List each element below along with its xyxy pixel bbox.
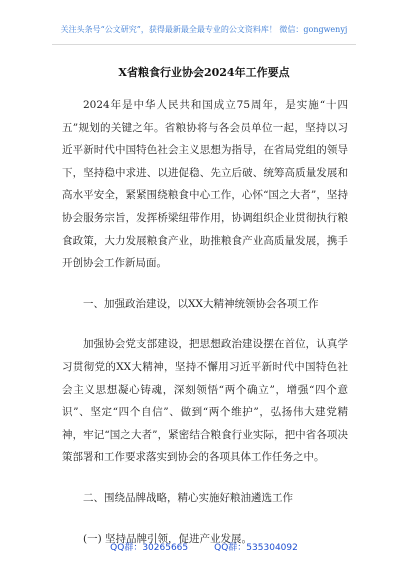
footer-qq-group-1: QQ群：30265665 (110, 543, 189, 553)
paragraph-spacer (62, 469, 348, 487)
document-title: X省粮食行业协会2024年工作要点 (118, 66, 290, 79)
paragraph-spacer (62, 275, 348, 293)
document-body (62, 94, 348, 550)
section-2-heading: 二、围绕品牌战略，精心实施好粮油遴选工作 (83, 491, 293, 504)
header-divider (52, 44, 356, 45)
footer-qq-group-2: QQ群：535304092 (214, 543, 298, 553)
intro-paragraph: 2024年是中华人民共和国成立75周年，是实施“十四五”规划的关键之年。省粮协将与各会员单位一起，坚持以习近平新时代中国特色社会主义思想为指导，在省局党组的领导下，坚持稳中求进、以进促稳、先立后破、统筹高质量发展和高水平安全，紧紧围绕粮食中心工作，心怀“国之大者”，坚持协会服务宗旨，发挥桥梁纽带作用，协调组织企业贯彻执行粮食政策，大力发展粮食产业，助推粮食产业高质量发展，携手开创协会工作新局面。 (62, 99, 348, 270)
section-1-paragraph: 加强协会党支部建设，把思想政治建设摆在首位，认真学习贯彻党的XX大精神，坚持不懈用习近平新时代中国特色社会主义思想凝心铸魂，深刻领悟“两个确立”，增强“四个意识”、坚定“四个自信”、做到“两个维护”，弘扬伟大建党精神，牢记“国之大者”，紧密结合粮食行业实际，把中省各项决策部署和工作要求落实到协会的各项具体工作任务之中。 (62, 338, 348, 464)
paragraph-spacer (62, 315, 348, 333)
footer-contact (0, 540, 408, 553)
paragraph-spacer (62, 510, 348, 528)
section-2-subheading-1: (一) 坚持品牌引领，促进产业发展。 (83, 532, 253, 545)
section-1-heading: 一、加强政治建设，以XX大精神统领协会各项工作 (83, 297, 319, 310)
header-banner: 关注头条号“公文研究”，获得最新最全最专业的公文资料库！ 微信：gongwenyj (60, 25, 348, 34)
